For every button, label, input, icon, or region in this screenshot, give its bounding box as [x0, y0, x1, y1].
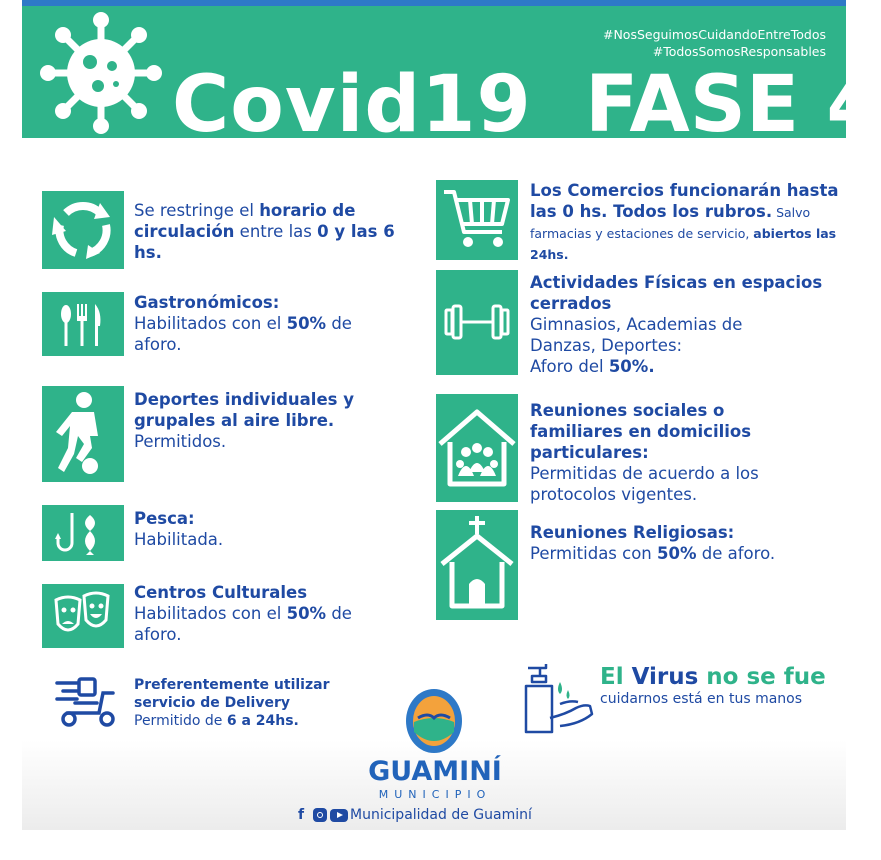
comercios-small-bold: abiertos las 24hs.: [530, 226, 837, 262]
title-fase: FASE 4: [585, 60, 881, 150]
centros-line-end: de aforo.: [134, 604, 352, 644]
gastronomicos-line-end: de aforo.: [134, 314, 352, 354]
facebook-icon[interactable]: f: [298, 807, 305, 823]
social-icons: [298, 806, 348, 824]
instagram-icon[interactable]: [313, 808, 327, 822]
soccer-player-icon: [42, 386, 124, 482]
header-banner: [22, 6, 881, 150]
brand-name: GUAMINÍ: [368, 756, 502, 787]
theater-masks-icon: [42, 584, 124, 648]
reuniones-text: [530, 400, 830, 505]
centros-line: Habilitados con el: [134, 604, 287, 623]
horario-text: [134, 200, 404, 263]
centros-heading: Centros Culturales: [134, 583, 308, 602]
gastronomicos-pct: 50%: [286, 314, 327, 333]
delivery-scooter-icon: [55, 673, 121, 729]
delivery-line: Permitido de: [134, 713, 227, 729]
religiosas-line: Permitidas con: [530, 544, 658, 563]
deportes-text: [134, 389, 404, 452]
actividades-text: [530, 272, 830, 377]
hashtag-2: #TodosSomosResponsables: [652, 44, 826, 59]
deportes-body: Permitidos.: [134, 432, 227, 451]
hashtags: [603, 26, 826, 60]
religiosas-text: [530, 522, 830, 564]
gastronomicos-text: [134, 292, 404, 355]
reuniones-body: Permitidas de acuerdo a los protocolos vigentes.: [530, 464, 759, 504]
hashtag-1: #NosSeguimosCuidandoEntreTodos: [602, 27, 826, 42]
virus-icon: [38, 10, 164, 136]
shopping-cart-icon: [436, 180, 518, 260]
delivery-text: [134, 676, 374, 730]
delivery-hours: 6 a 24hs.: [226, 713, 299, 729]
slogan-el: El: [600, 664, 632, 690]
horario-part-1: Se restringe el: [134, 201, 260, 220]
guamini-logo: [404, 688, 464, 754]
actividades-body: Gimnasios, Academias de Danzas, Deportes:: [530, 315, 743, 355]
pesca-text: [134, 508, 404, 550]
comercios-heading: Los Comercios funcionarán hasta las 0 hs. Todos los rubros.: [530, 181, 839, 221]
actividades-heading: Actividades Físicas en espacios cerrados: [530, 273, 823, 313]
pesca-heading: Pesca:: [134, 509, 195, 528]
slogan-virus: Virus: [631, 664, 699, 690]
religiosas-line-end: de aforo.: [696, 544, 776, 563]
title-covid: Covid19: [172, 60, 532, 150]
refresh-icon: [42, 191, 124, 269]
actividades-pct: 50%.: [608, 357, 655, 376]
slogan-sub: cuidarnos está en tus manos: [600, 691, 803, 707]
reuniones-heading: Reuniones sociales o familiares en domicilios particulares:: [530, 401, 752, 462]
horario-part-2: horario de circulación: [134, 201, 356, 241]
deportes-heading: Deportes individuales y grupales al aire libre.: [134, 390, 354, 430]
centros-pct: 50%: [286, 604, 327, 623]
pesca-body: Habilitada.: [134, 530, 224, 549]
youtube-icon[interactable]: [330, 809, 348, 822]
hand-sanitizer-icon: [520, 660, 598, 736]
slogan-title: [600, 662, 840, 692]
gastronomicos-line: Habilitados con el: [134, 314, 287, 333]
horario-part-4: 0 y las 6 hs.: [134, 222, 395, 262]
comercios-small: Salvo farmacias y estaciones de servicio,: [530, 205, 811, 241]
dumbbell-icon: [436, 270, 518, 375]
actividades-line: Aforo del: [530, 357, 609, 376]
cutlery-icon: [42, 292, 124, 356]
religiosas-pct: 50%: [657, 544, 697, 563]
delivery-heading: Preferentemente utilizar servicio de Delivery: [134, 677, 330, 711]
brand-sub: MUNICIPIO: [378, 788, 492, 801]
house-people-icon: [436, 394, 518, 502]
social-handle[interactable]: Municipalidad de Guaminí: [350, 807, 532, 823]
comercios-text: [530, 180, 840, 264]
gastronomicos-heading: Gastronómicos:: [134, 293, 280, 312]
horario-part-3: entre las: [234, 222, 318, 241]
religiosas-heading: Reuniones Religiosas:: [530, 523, 735, 542]
church-icon: [436, 510, 518, 620]
centros-text: [134, 582, 404, 645]
fishing-icon: [42, 505, 124, 561]
slogan-rest: no se fue: [698, 664, 826, 690]
